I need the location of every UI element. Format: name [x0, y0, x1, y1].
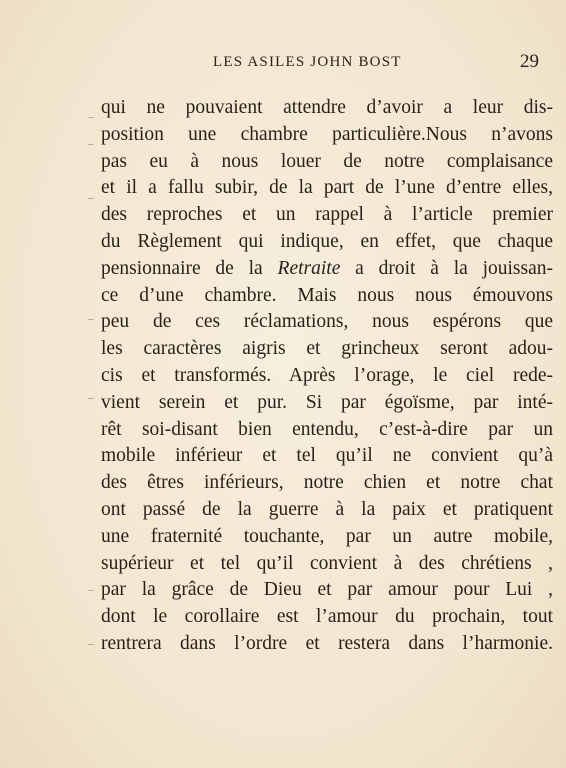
text-line: par la grâce de Dieu et par amour pour Lui ,	[101, 579, 553, 601]
text-segment: a droit à la jouissan-	[355, 257, 554, 279]
text-line: les caractères aigris et grincheux seront adou-	[101, 338, 553, 360]
margin-mark	[88, 198, 94, 199]
text-line: supérieur et tel qu’il convient à des chrétiens ,	[101, 552, 553, 574]
text-line: dont le corollaire est l’amour du prochain, tout	[101, 606, 553, 628]
text-line: ce d’une chambre. Mais nous nous émouvons	[101, 284, 553, 306]
text-line: du Règlement qui indique, en effet, que chaque	[101, 230, 553, 252]
text-line: des êtres inférieurs, notre chien et notre chat	[101, 472, 553, 494]
text-line: mobile inférieur et tel qu’il ne convient qu’à	[101, 445, 553, 467]
margin-mark	[88, 590, 94, 591]
text-line: ont passé de la guerre à la paix et pratiquent	[101, 498, 553, 520]
margin-mark	[88, 144, 94, 145]
text-segment: pensionnaire de la	[101, 257, 263, 279]
margin-mark	[88, 644, 94, 645]
text-line: peu de ces réclamations, nous espérons que	[101, 311, 553, 333]
text-line: une fraternité touchante, par un autre mobile,	[101, 525, 553, 547]
text-line: et il a fallu subir, de la part de l’une d’entre elles,	[101, 177, 553, 199]
body-text	[101, 95, 553, 658]
text-line: des reproches et un rappel à l’article premier	[101, 204, 553, 226]
italic-title: Retraite	[277, 257, 341, 279]
text-line: qui ne pouvaient attendre d’avoir a leur dis-	[101, 97, 553, 118]
text-line: position une chambre particulière.Nous n’avons	[101, 123, 553, 145]
text-line: cis et transformés. Après l’orage, le ciel rede-	[101, 364, 553, 386]
page-number: 29	[520, 51, 539, 72]
text-line: rêt soi-disant bien entendu, c’est-à-dire par un	[101, 418, 553, 440]
running-head: LES ASILES JOHN BOST	[213, 54, 402, 70]
margin-mark	[88, 319, 94, 320]
text-line: rentrera dans l’ordre et restera dans l’harmonie.	[101, 632, 553, 654]
text-line: pas eu à nous louer de notre complaisance	[101, 150, 553, 172]
margin-mark	[88, 398, 94, 399]
margin-mark	[88, 117, 94, 118]
text-line: vient serein et pur. Si par égoïsme, par inté-	[101, 391, 553, 413]
text-line-with-italic	[101, 256, 553, 283]
